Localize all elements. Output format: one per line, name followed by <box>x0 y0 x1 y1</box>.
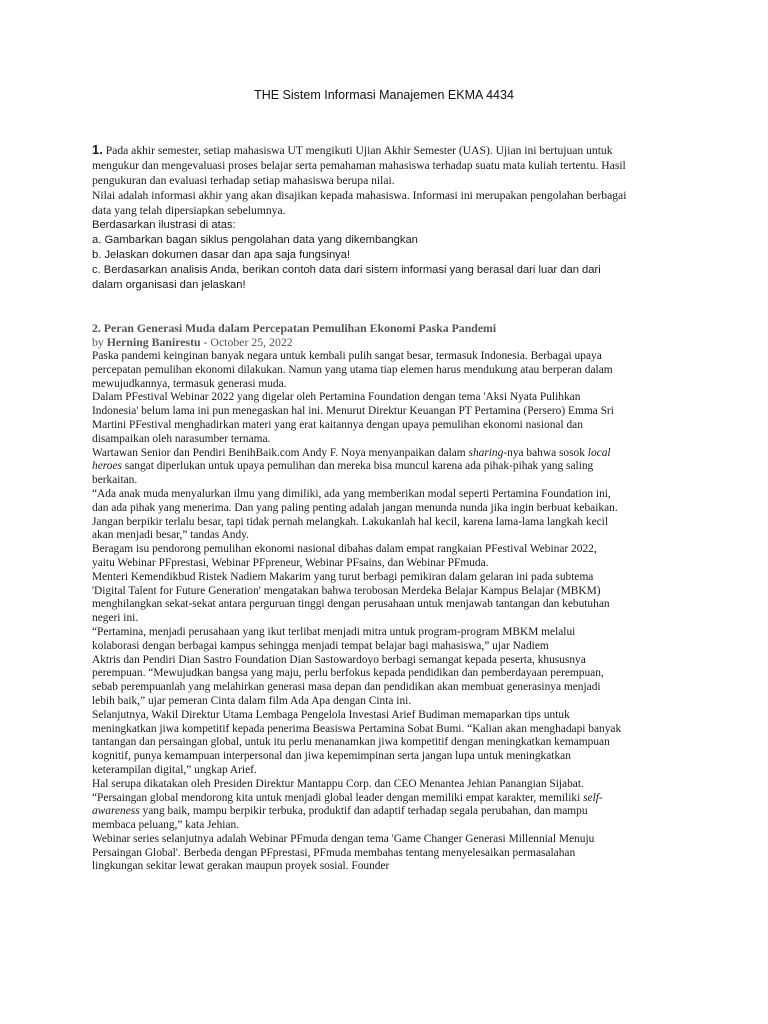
article-paragraph-9: Selanjutnya, Wakil Direktur Utama Lembaga Pengelola Investasi Arief Budiman memaparkan tips untuk meningkatkan jiwa kompetitif kepada penerima Beasiswa Pertamina Sobat Bumi. “Kalian akan menghadapi banyak tantangan dan persaingan global, untuk itu perlu menanamkan jiwa kompetitif dengan meningkatkan kemampuan kognitif, punya kemampuan interpersonal dan jiwa kepemimpinan serta jangan lupa untuk meningkatkan keterampilan digital,” ungkap Arief. <box>92 708 622 776</box>
article-paragraph-1: Paska pandemi keinginan banyak negara untuk kembali pulih sangat besar, termasuk Indonesia. Berbagai upaya percepatan pemulihan ekonomi dilakukan. Namun yang utama tiap elemen harus mendukung atau berperan dalam mewujudkannya, termasuk generasi muda. <box>92 350 613 390</box>
article-paragraph-3-part-b: -nya bahwa sosok <box>503 446 588 459</box>
byline <box>92 335 622 350</box>
question-1-option-a: a. Gambarkan bagan siklus pengolahan data yang dikembangkan <box>92 234 418 246</box>
article-paragraph-8: Aktris dan Pendiri Dian Sastro Foundation Dian Sastowardoyo berbagi semangat kepada peserta, khususnya perempuan. “Mewujudkan bangsa yang maju, perlu berfokus kepada pendidikan dan pemberdayaan perempuan, sebab perempuanlah yang melahirkan generasi masa depan dan pendidikan akan membuat generasinya menjadi lebih baik,” ujar pemeran Cinta dalam film Ada Apa dengan Cinta ini. <box>92 653 604 707</box>
article-paragraph-3-em-2: local heroes <box>92 446 611 473</box>
article-paragraph-10-part-a: Hal serupa dikatakan oleh Presiden Direktur Mantappu Corp. dan CEO Menantea Jehian Panangian Sijabat. “Persaingan global mendorong kita untuk menjadi global leader dengan memiliki empat karakter, memiliki <box>92 777 584 804</box>
question-1 <box>92 142 632 293</box>
question-2-heading: 2. Peran Generasi Muda dalam Percepatan Pemulihan Ekonomi Paska Pandemi <box>92 321 497 335</box>
article-paragraph-10 <box>92 778 622 833</box>
question-1-intro-text: Pada akhir semester, setiap mahasiswa UT mengikuti Ujian Akhir Semester (UAS). Ujian ini bertujuan untuk mengukur dan mengevaluasi proses belajar serta pemahaman mahasiswa terhadap suatu mata kuliah tertentu. Hasil pengukuran dan evaluasi terhadap setiap mahasiswa berupa nilai. <box>92 144 626 187</box>
byline-date: - October 25, 2022 <box>200 335 293 349</box>
article-paragraph-6: Menteri Kemendikbud Ristek Nadiem Makarim yang turut berbagi pemikiran dalam gelaran ini pada subtema 'Digital Talent for Future Generation' mengatakan bahwa terobosan Merdeka Belajar Kampus Belajar (MBKM) menghilangkan sekat-sekat antara perguruan tinggi dengan perusahaan untuk menjawab tantangan dan kebutuhan negeri ini. <box>92 570 610 625</box>
question-1-paragraph-3: Berdasarkan ilustrasi di atas: <box>92 219 236 231</box>
article-paragraph-3-em-1: sharing <box>468 446 504 459</box>
article-paragraph-3 <box>92 447 622 488</box>
article-paragraph-10-em: self-awareness <box>92 791 603 818</box>
article-paragraph-7: “Pertamina, menjadi perusahaan yang ikut terlibat menjadi mitra untuk program-program MBKM melalui kolaborasi dengan berbagai kampus sehingga menjadi tempat belajar bagi mahasiswa,” ujar Nadiem <box>92 625 576 652</box>
question-1-option-b: b. Jelaskan dokumen dasar dan apa saja fungsinya! <box>92 249 351 261</box>
document-title: THE Sistem Informasi Manajemen EKMA 4434 <box>254 88 514 102</box>
question-1-number: 1. <box>92 142 103 157</box>
question-1-intro <box>92 142 632 188</box>
article-paragraph-11: Webinar series selanjutnya adalah Webinar PFmuda dengan tema 'Game Changer Generasi Millennial Menuju Persaingan Global'. Berbeda dengan PFprestasi, PFmuda membahas tentang menyelesaikan permasalahan lingkungan sekitar lewat gerakan maupun proyek sosial. Founder <box>92 832 595 873</box>
question-1-option-c: c. Berdasarkan analisis Anda, berikan contoh data dari sistem informasi yang berasal dari luar dan dari dalam organisasi dan jelaskan! <box>92 264 601 291</box>
article-paragraph-3-part-a: Wartawan Senior dan Pendiri BenihBaik.com Andy F. Noya menyanpaikan dalam <box>92 446 469 459</box>
question-1-paragraph-2: Nilai adalah informasi akhir yang akan disajikan kepada mahasiswa. Informasi ini merupakan pengolahan berbagai data yang telah dipersiapkan sebelumnya. <box>92 189 627 217</box>
byline-prefix: by <box>92 335 107 349</box>
question-2 <box>92 321 622 874</box>
article-paragraph-10-part-b: yang baik, mampu berpikir terbuka, produktif dan adaptif terhadap segala perubahan, dan mampu membaca peluang,” kata Jehian. <box>92 805 588 832</box>
article-paragraph-4: “Ada anak muda menyalurkan ilmu yang dimiliki, ada yang memberikan modal seperti Pertamina Foundation ini, dan ada pihak yang menerima. Dan yang paling penting adalah jangan menunda nunda jika ingin berbuat kebaikan. Jangan berpikir terlalu besar, tapi tidak pernah melangkah. Lakukanlah hal kecil, karena lama-lama langkah kecil akan menjadi besar,” tandas Andy. <box>92 487 618 542</box>
article-paragraph-3-part-c: sangat diperlukan untuk upaya pemulihan dan mereka bisa muncul karena ada pihak-pihak yang saling berkaitan. <box>92 460 594 487</box>
article-paragraph-5: Beragam isu pendorong pemulihan ekonomi nasional dibahas dalam empat rangkaian PFestival Webinar 2022, yaitu Webinar PFprestasi, Webinar PFpreneur, Webinar PFsains, dan Webinar PFmuda. <box>92 543 597 569</box>
article-paragraph-2: Dalam PFestival Webinar 2022 yang digelar oleh Pertamina Foundation dengan tema 'Aksi Nyata Pulihkan Indonesia' belum lama ini pun menegaskan hal ini. Menurut Direktur Keuangan PT Pertamina (Persero) Emma Sri Martini PFestival menghadirkan materi yang erat kaitannya dengan upaya pemulihan ekonomi nasional dan disampaikan oleh narasumber ternama. <box>92 391 614 445</box>
byline-author: Herning Banirestu <box>106 335 201 349</box>
